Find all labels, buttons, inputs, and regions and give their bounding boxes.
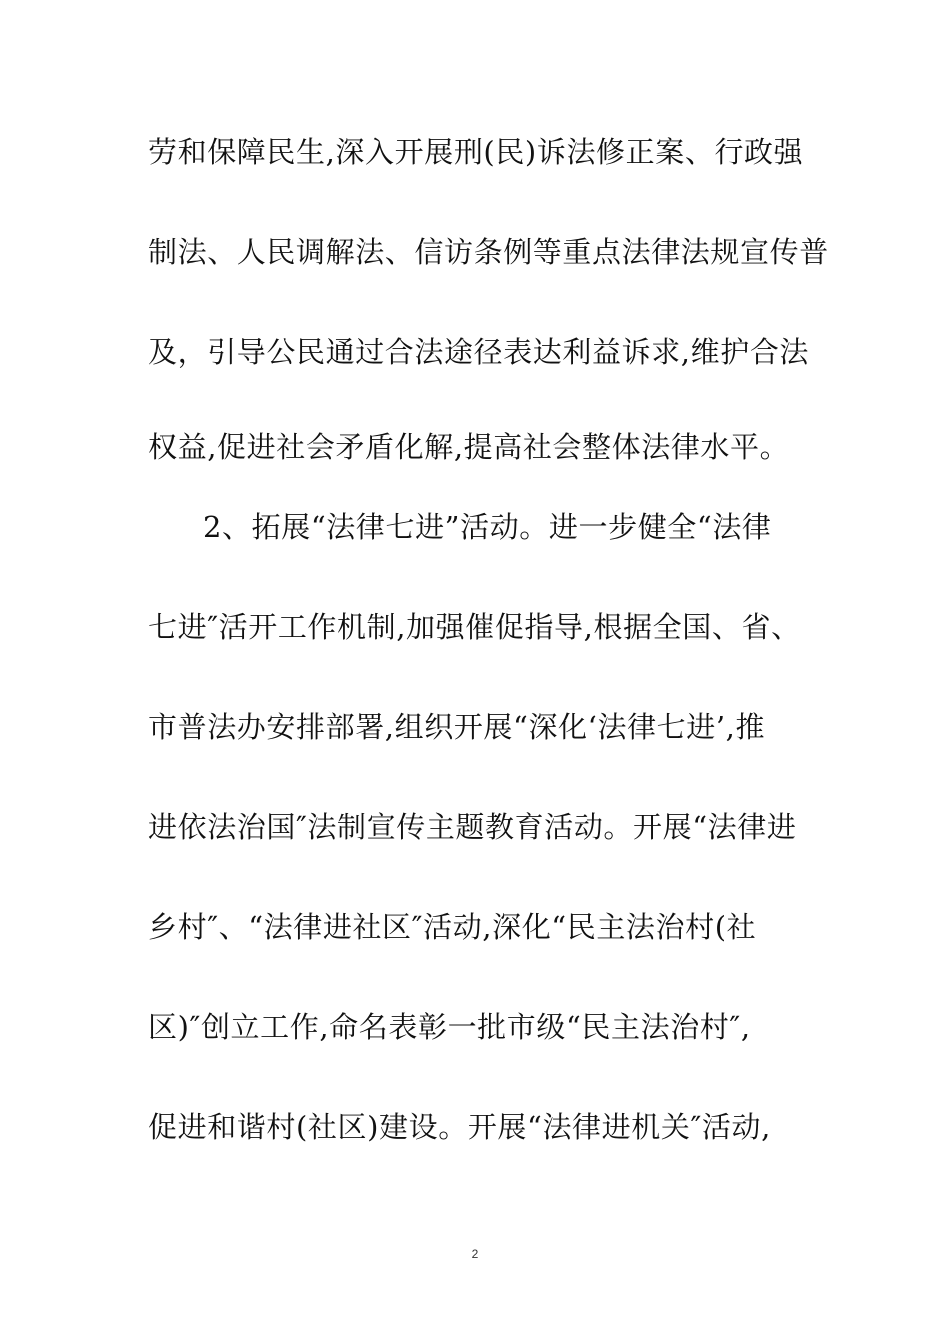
body-text-line: 劳和保障民生,深入开展刑(民)诉法修正案、行政强 (148, 135, 804, 169)
body-text-line: 七进″活开工作机制,加强催促指导,根据全国、省、 (148, 610, 801, 644)
body-text-line: 进依法治国″法制宣传主题教育活动。开展“法律进 (148, 810, 797, 844)
body-text-line: 制法、人民调解法、信访条例等重点法律法规宣传普 (148, 235, 829, 269)
body-text-line: 及，引导公民通过合法途径表达利益诉求,维护合法 (148, 335, 810, 369)
section-heading-line: 2、拓展“法律七进”活动。进一步健全“法律 (203, 510, 772, 544)
body-text-line: 区)″创立工作,命名表彰一批市级“民主法治村″, (148, 1010, 751, 1044)
body-text-line: 促进和谐村(社区)建设。开展“法律进机关″活动, (148, 1110, 771, 1144)
body-text-line: 乡村″、“法律进社区″活动,深化“民主法治村(社 (148, 910, 757, 944)
body-text-line: 市普法办安排部署,组织开展“深化‘法律七进’,推 (148, 710, 766, 744)
body-text-line: 权益,促进社会矛盾化解,提高社会整体法律水平。 (148, 430, 790, 464)
page-number: 2 (471, 1247, 479, 1261)
